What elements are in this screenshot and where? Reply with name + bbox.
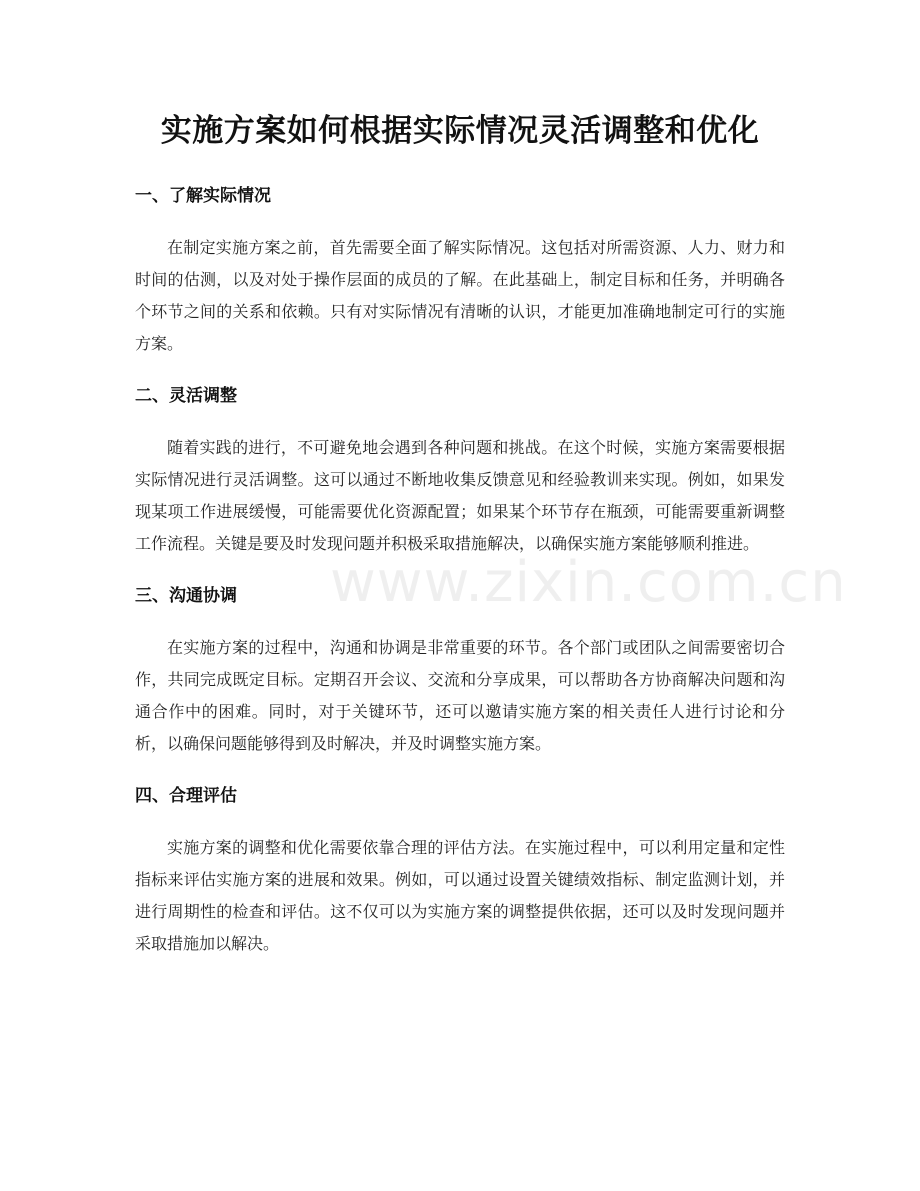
- section-body-evaluate: 实施方案的调整和优化需要依靠合理的评估方法。在实施过程中，可以利用定量和定性指标来评估实施方案的进展和效果。例如，可以通过设置关键绩效指标、制定监测计划，并进行周期性的检查和评估。这不仅可以为实施方案的调整提供依据，还可以及时发现问题并采取措施加以解决。: [135, 838, 785, 953]
- section-heading-evaluate: 四、合理评估: [135, 786, 237, 806]
- section-heading-adjust: 二、灵活调整: [135, 386, 237, 406]
- watermark: www.zixin.com.cn: [330, 550, 847, 615]
- section-heading-understand: 一、了解实际情况: [135, 186, 271, 206]
- section-body-adjust: 随着实践的进行，不可避免地会遇到各种问题和挑战。在这个时候，实施方案需要根据实际情况进行灵活调整。这可以通过不断地收集反馈意见和经验教训来实现。例如，如果发现某项工作进展缓慢，可能需要优化资源配置；如果某个环节存在瓶颈，可能需要重新调整工作流程。关键是要及时发现问题并积极采取措施解决，以确保实施方案能够顺利推进。: [135, 438, 785, 553]
- document-title: 实施方案如何根据实际情况灵活调整和优化: [160, 113, 760, 149]
- section-body-understand: 在制定实施方案之前，首先需要全面了解实际情况。这包括对所需资源、人力、财力和时间的估测，以及对处于操作层面的成员的了解。在此基础上，制定目标和任务，并明确各个环节之间的关系和依赖。只有对实际情况有清晰的认识，才能更加准确地制定可行的实施方案。: [135, 238, 785, 353]
- section-body-communicate: 在实施方案的过程中，沟通和协调是非常重要的环节。各个部门或团队之间需要密切合作，共同完成既定目标。定期召开会议、交流和分享成果，可以帮助各方协商解决问题和沟通合作中的困难。同时，对于关键环节，还可以邀请实施方案的相关责任人进行讨论和分析，以确保问题能够得到及时解决，并及时调整实施方案。: [135, 638, 785, 753]
- section-heading-communicate: 三、沟通协调: [135, 586, 237, 606]
